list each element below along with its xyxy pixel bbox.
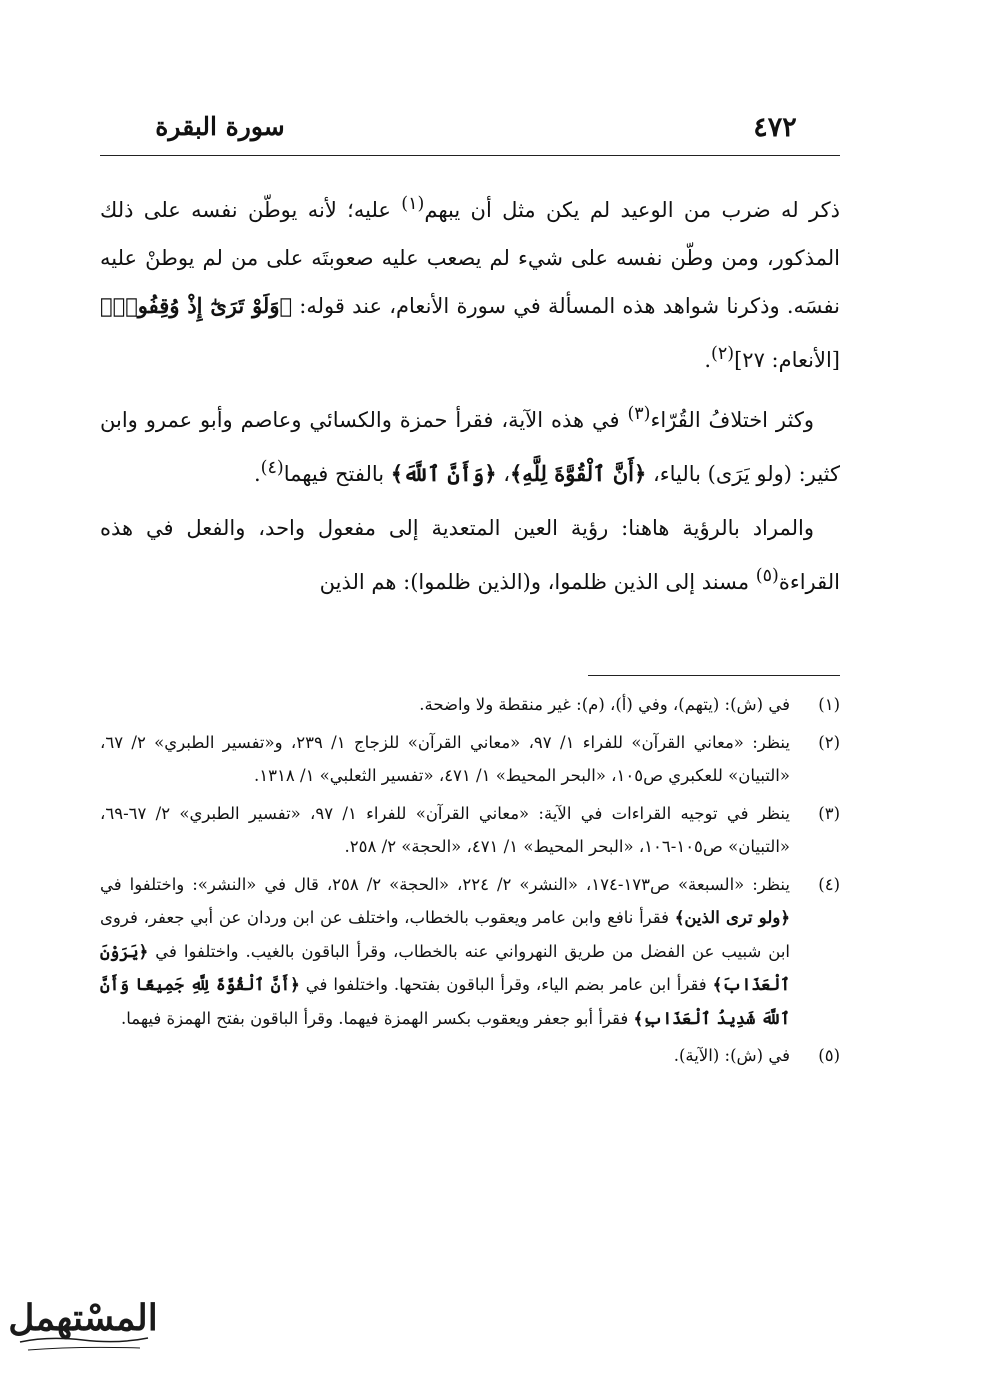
running-title: سورة البقرة <box>155 112 285 141</box>
footnote-separator <box>588 675 840 676</box>
footnote-4 <box>100 868 840 1036</box>
quran-quote: ﴿وَأَنَّ ٱللَّهَ﴾ <box>390 461 497 486</box>
text-segment: فقرأ أبو جعفر ويعقوب بكسر الهمزة فيهما. وقرأ الباقون بفتح الهمزة فيهما. <box>121 1008 634 1028</box>
footnote-1 <box>100 688 840 722</box>
logo-text: المسْتهمل <box>8 1297 158 1339</box>
text-segment: . <box>704 348 712 372</box>
text-segment: عليه؛ لأنه يوطّن نفسه على ذلك المذكور، ومن وطّن نفسه على شيء لم يصعب عليه صعوبتَه على من لم يوطنْ عليه نفسَه. وذكرنا شواهد هذه المسألة في سورة الأنعام، عند قوله: <box>100 198 840 318</box>
footnote-text: في (ش): (يتهم)، وفي (أ)، (م): غير منقطة ولا واضحة. <box>419 695 790 714</box>
publisher-logo <box>8 1276 158 1366</box>
footnote-text: ينظر: «معاني القرآن» للفراء ١/ ٩٧، «معاني القرآن» للزجاج ١/ ٢٣٩، و«تفسير الطبري» ٢/ ٦٧، «التبيان» للعكبري ص١٠٥، «البحر المحيط» ١/ ٤٧١، «تفسير الثعلبي» ١/ ١٣١٨. <box>100 732 790 785</box>
text-segment: . <box>253 462 261 486</box>
footnote-text <box>100 868 790 1036</box>
footnote-2 <box>100 726 840 793</box>
quran-quote: ﴿أَنَّ ٱلْقُوَّةَ لِلَّهِ﴾ <box>510 461 647 486</box>
footnote-number: (١) <box>818 695 840 714</box>
text-segment: ، <box>496 462 510 486</box>
footnote-text: ينظر في توجيه القراءات في الآية: «معاني القرآن» للفراء ١/ ٩٧، «تفسير الطبري» ٢/ ٦٧-٦٩، «التبيان» ص١٠٥-١٠٦، «البحر المحيط» ١/ ٤٧١، «الحجة» ٢/ ٢٥٨. <box>100 803 791 856</box>
footnote-number: (٣) <box>818 803 840 823</box>
quran-quote: ﴿أَنَّ ٱلْقُوَّةَ لِلَّهِ جَمِيعًا وَأَنَّ ٱللَّهَ شَدِيدُ ٱلْعَذَابِ﴾ <box>100 975 790 1028</box>
footnote-ref: (١) <box>401 194 425 214</box>
text-segment: فقرأ نافع وابن عامر ويعقوب بالخطاب، واختلف عن ابن وردان عن أبي جعفر، فروى ابن شبيب عن الفضل من طريق النهرواني عنه بالخطاب، وقرأ الباقون بالغيب. واختلفوا في <box>100 908 790 961</box>
text-segment: مسند إلى الذين ظلموا، و(الذين ظلموا): هم الذين <box>319 570 756 594</box>
logo-flourish <box>28 1347 140 1350</box>
footnote-5 <box>100 1039 840 1073</box>
header-rule <box>100 155 840 156</box>
footnote-3 <box>100 797 840 864</box>
quran-quote: ﴿وَلَوْ تَرَىٰٓ إِذْ وُقِفُوا۟﴾ <box>100 293 293 318</box>
text-segment: بالفتح فيهما <box>283 462 391 486</box>
paragraph-2 <box>100 390 840 498</box>
footnote-ref: (٥) <box>755 566 779 586</box>
footnotes <box>100 688 840 1077</box>
text-segment: وكثر اختلافُ القُرّاء <box>650 408 814 432</box>
footnote-number: (٥) <box>818 1046 840 1065</box>
footnote-number: (٢) <box>818 732 840 752</box>
main-text <box>100 180 840 612</box>
footnote-ref: (٢) <box>711 344 735 364</box>
text-segment: والمراد بالرؤية هاهنا: رؤية العين المتعدية إلى مفعول واحد، والفعل في هذه القراءة <box>100 516 840 594</box>
footnote-ref: (٤) <box>260 458 284 478</box>
text-segment: ذكر له ضرب من الوعيد لم يكن مثل أن يبهم <box>424 198 840 222</box>
paragraph-1 <box>100 180 840 384</box>
text-segment: فقرأ ابن عامر بضم الياء، وقرأ الباقون بفتحها. واختلفوا في <box>299 975 713 994</box>
footnote-ref: (٣) <box>627 404 651 424</box>
footnote-number: (٤) <box>818 874 840 894</box>
footnote-text: في (ش): (الآية). <box>673 1046 790 1065</box>
page-number: ٤٧٢ <box>753 112 797 143</box>
text-segment: [الأنعام: ٢٧] <box>734 348 840 372</box>
text-segment: ينظر: «السبعة» ص١٧٣-١٧٤، «النشر» ٢/ ٢٢٤، «الحجة» ٢/ ٢٥٨، قال في «النشر»: واختلفوا في <box>100 874 790 894</box>
quran-quote: ﴿ولو ترى الذين﴾ <box>674 908 790 927</box>
quran-quote: ﴿يَرَوْنَ ٱلْعَذَابَ﴾ <box>100 941 790 994</box>
paragraph-3 <box>100 504 840 606</box>
text-segment: في هذه الآية، فقرأ حمزة والكسائي وعاصم وأبو عمرو وابن كثير: (ولو يَرَى) بالياء، <box>100 408 840 486</box>
